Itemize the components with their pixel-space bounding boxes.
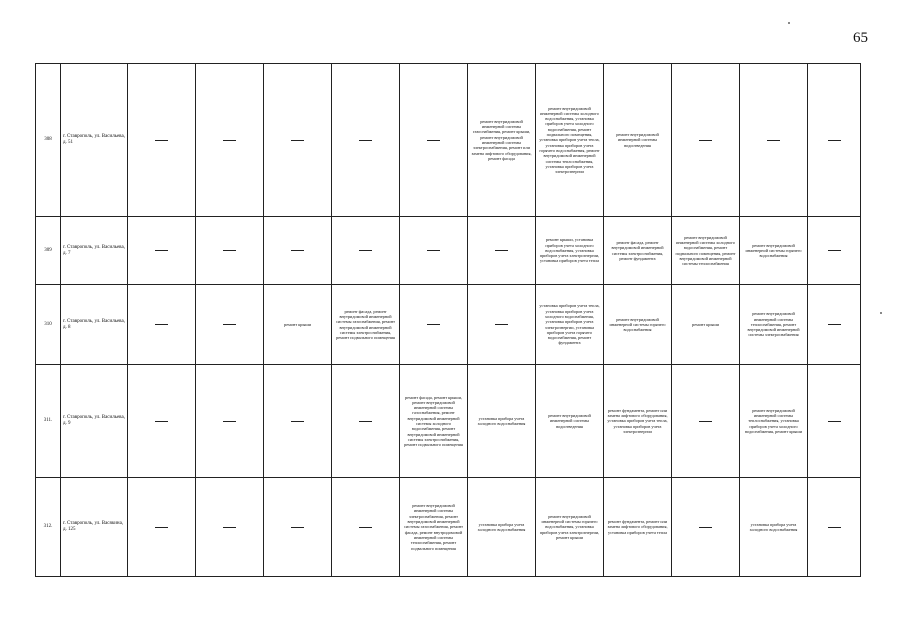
work-type-cell: установка прибора учета холодного водоснабжения xyxy=(468,365,536,478)
dash-mark xyxy=(223,527,236,528)
work-type-cell: ремонт внутридомовой инженерной системы газоснабжения, ремонт крыши, ремонт внутридомовой инженерной системы электроснабжения, ремонт или замена лифтового оборудования, ремонт фасада xyxy=(468,64,536,217)
table-row xyxy=(36,365,861,478)
empty-cell xyxy=(740,64,808,217)
work-type-cell: ремонт внутридомовой инженерной системы холодного водоснабжения, ремонт подвального помещения, ремонт внутридомовой инженерной системы теплоснабжения xyxy=(672,217,740,285)
address-cell: г. Ставрополь, ул. Васильева, д. 9 xyxy=(61,365,128,478)
row-number: 309 xyxy=(36,217,61,285)
row-number: 312. xyxy=(36,478,61,577)
dash-mark xyxy=(828,140,841,141)
dash-mark xyxy=(699,421,712,422)
dash-mark xyxy=(223,140,236,141)
dash-mark xyxy=(359,421,372,422)
scan-speck xyxy=(880,312,882,314)
scan-speck xyxy=(788,22,790,24)
dash-mark xyxy=(699,140,712,141)
dash-mark xyxy=(495,324,508,325)
empty-cell xyxy=(196,64,264,217)
empty-cell xyxy=(332,217,400,285)
empty-cell xyxy=(808,285,861,365)
work-type-cell: ремонт внутридомовой инженерной системы водоотведения xyxy=(604,64,672,217)
empty-cell xyxy=(128,285,196,365)
work-type-cell: ремонт фасада, ремонт внутридомовой инженерной системы электроснабжения, ремонт фундамента xyxy=(604,217,672,285)
empty-cell xyxy=(672,64,740,217)
work-type-cell: ремонт внутридомовой инженерной системы водоотведения xyxy=(536,365,604,478)
row-number: 310 xyxy=(36,285,61,365)
work-type-cell: ремонт крыши, установка приборов учета холодного водоснабжения, установка приборов учета электроэнергии, установка приборов учета тепла xyxy=(536,217,604,285)
empty-cell xyxy=(196,478,264,577)
dash-mark xyxy=(359,527,372,528)
work-type-cell: ремонт фасада, ремонт крыши, ремонт внутридомовой инженерной системы газоснабжения, ремонт внутридомовой инженерной системы холодного водоснабжения, ремонт внутридомовой инженерной системы электроснабжения, ремонт подвального помещения xyxy=(400,365,468,478)
work-type-cell: установка прибора учета холодного водоснабжения xyxy=(468,478,536,577)
empty-cell xyxy=(196,285,264,365)
empty-cell xyxy=(264,64,332,217)
empty-cell xyxy=(672,478,740,577)
dash-mark xyxy=(828,324,841,325)
dash-mark xyxy=(291,250,304,251)
dash-mark xyxy=(223,421,236,422)
dash-mark xyxy=(767,140,780,141)
address-cell: г. Ставрополь, ул. Васякина, д. 125 xyxy=(61,478,128,577)
dash-mark xyxy=(223,324,236,325)
empty-cell xyxy=(468,217,536,285)
work-type-cell: установка приборов учета тепла, установка приборов учета холодного водоснабжения, установка приборов учета электроэнергии, установка приборов учета горячего водоснабжения, ремонт фундамента xyxy=(536,285,604,365)
dash-mark xyxy=(155,527,168,528)
work-type-cell: ремонт внутридомовой инженерной системы горячего водоснабжения xyxy=(604,285,672,365)
empty-cell xyxy=(808,365,861,478)
dash-mark xyxy=(828,421,841,422)
dash-mark xyxy=(828,250,841,251)
empty-cell xyxy=(808,217,861,285)
empty-cell xyxy=(332,478,400,577)
empty-cell xyxy=(264,365,332,478)
work-type-cell: установка прибора учета холодного водоснабжения xyxy=(740,478,808,577)
work-type-cell: ремонт внутридомовой инженерной системы горячего водоснабжения, установка приборов учета электроэнергии, ремонт крыши xyxy=(536,478,604,577)
dash-mark xyxy=(427,324,440,325)
empty-cell xyxy=(808,478,861,577)
dash-mark xyxy=(155,250,168,251)
empty-cell xyxy=(128,64,196,217)
dash-mark xyxy=(155,421,168,422)
empty-cell xyxy=(196,217,264,285)
dash-mark xyxy=(155,324,168,325)
empty-cell xyxy=(264,217,332,285)
table-row xyxy=(36,478,861,577)
dash-mark xyxy=(495,250,508,251)
dash-mark xyxy=(291,421,304,422)
dash-mark xyxy=(155,140,168,141)
table-row xyxy=(36,217,861,285)
empty-cell xyxy=(128,217,196,285)
work-type-cell: ремонт внутридомовой инженерной системы теплоснабжения, установка приборов учета холодного водоснабжения, ремонт крыши xyxy=(740,365,808,478)
empty-cell xyxy=(332,365,400,478)
dash-mark xyxy=(359,250,372,251)
work-type-cell: ремонт внутридомовой инженерной системы электроснабжения, ремонт внутридомовой инженерной системы газоснабжения, ремонт фасада, ремонт внутридомовой инженерной системы теплоснабжения, ремонт подвального помещения xyxy=(400,478,468,577)
row-number: 311. xyxy=(36,365,61,478)
dash-mark xyxy=(359,140,372,141)
table-row xyxy=(36,285,861,365)
dash-mark xyxy=(291,140,304,141)
empty-cell xyxy=(332,64,400,217)
empty-cell xyxy=(808,64,861,217)
empty-cell xyxy=(672,365,740,478)
work-type-cell: ремонт крыши xyxy=(672,285,740,365)
empty-cell xyxy=(264,478,332,577)
empty-cell xyxy=(196,365,264,478)
address-cell: г. Ставрополь, ул. Васильева, д. 8 xyxy=(61,285,128,365)
dash-mark xyxy=(291,527,304,528)
empty-cell xyxy=(128,365,196,478)
dash-mark xyxy=(828,527,841,528)
row-number: 308 xyxy=(36,64,61,217)
work-type-cell: ремонт фасада, ремонт внутридомовой инженерной системы газоснабжения, ремонт внутридомовой инженерной системы электроснабжения, ремонт подвального помещения xyxy=(332,285,400,365)
page-number: 65 xyxy=(853,30,868,46)
work-type-cell: ремонт внутридомовой инженерной системы теплоснабжения, ремонт внутридомовой инженерной системы электроснабжения xyxy=(740,285,808,365)
work-type-cell: ремонт крыши xyxy=(264,285,332,365)
table-row xyxy=(36,64,861,217)
work-type-cell: ремонт внутридомовой инженерной системы холодного водоснабжения, установка приборов учета холодного водоснабжения, ремонт подвального помещения, установка приборов учета тепла, установка приборов учета горячего водоснабжения, ремонт внутридомовой инженерной системы теплоснабжения, установка приборов учета электроэнергии xyxy=(536,64,604,217)
empty-cell xyxy=(128,478,196,577)
work-type-cell: ремонт внутридомовой инженерной системы горячего водоснабжения xyxy=(740,217,808,285)
empty-cell xyxy=(400,64,468,217)
repair-schedule-table xyxy=(35,63,861,577)
empty-cell xyxy=(400,285,468,365)
empty-cell xyxy=(468,285,536,365)
work-type-cell: ремонт фундамента, ремонт или замена лифтового оборудования, установка приборов учета тепла xyxy=(604,478,672,577)
dash-mark xyxy=(223,250,236,251)
address-cell: г. Ставрополь, ул. Васильева, д. 7 xyxy=(61,217,128,285)
dash-mark xyxy=(427,250,440,251)
empty-cell xyxy=(400,217,468,285)
address-cell: г. Ставрополь, ул. Васильева, д. 51 xyxy=(61,64,128,217)
work-type-cell: ремонт фундамента, ремонт или замена лифтового оборудования, установка приборов учета тепла, установка приборов учета электроэнергии xyxy=(604,365,672,478)
dash-mark xyxy=(427,140,440,141)
dash-mark xyxy=(699,527,712,528)
